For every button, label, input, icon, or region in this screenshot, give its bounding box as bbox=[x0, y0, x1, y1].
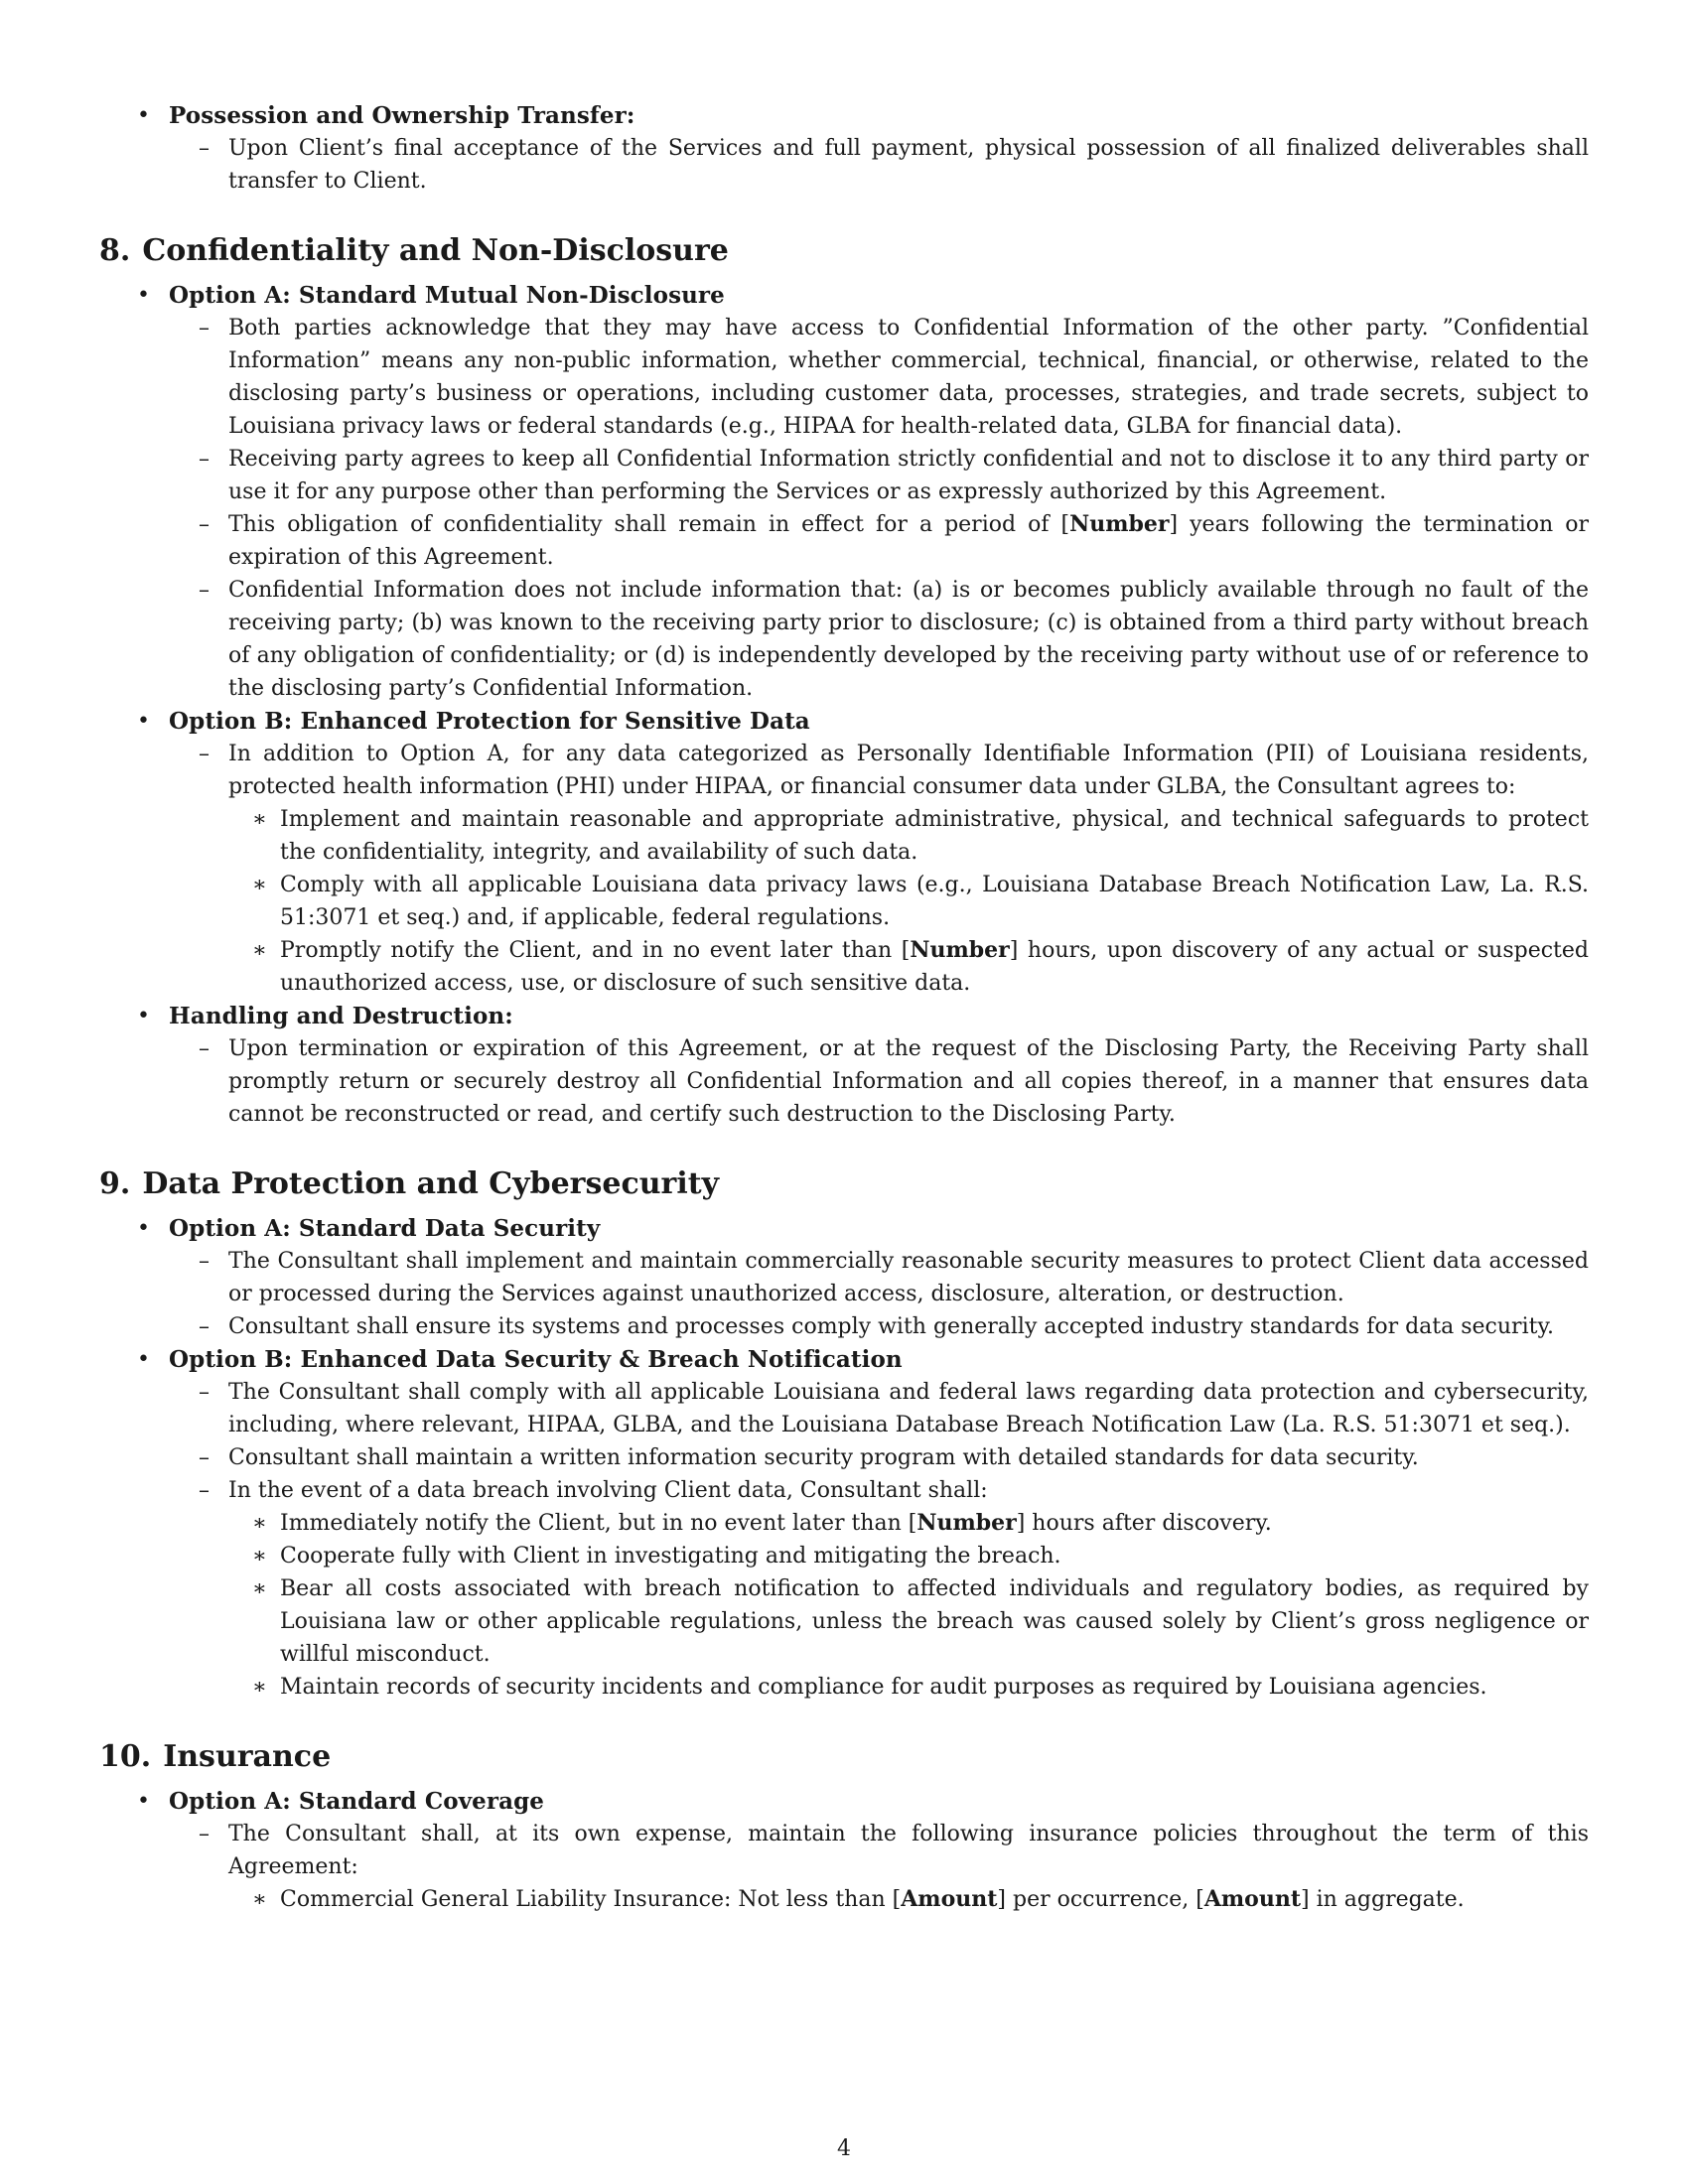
s10a-intro-text: The Consultant shall, at its own expense, maintain the following insurance policies throughout the term of this Agreement: bbox=[228, 1822, 1589, 1879]
section-8-list bbox=[99, 279, 1589, 1131]
s9-option-b bbox=[99, 1343, 1589, 1704]
section-10-list bbox=[99, 1785, 1589, 1916]
intro-list bbox=[99, 99, 1589, 198]
s9-option-a bbox=[99, 1212, 1589, 1343]
s8a-term: – This obligation of confidentiality shall remain in effect for a period of [Number] years following the termination or expiration of this Agreement. bbox=[169, 508, 1589, 574]
s10-option-a-title: • Option A: Standard Coverage bbox=[169, 1788, 545, 1815]
s8b-safeguards: ∗ Implement and maintain reasonable and appropriate administrative, physical, and technical safeguards to protect the confidentiality, integrity, and availability of such data. bbox=[228, 803, 1589, 869]
s10a-cgl-post: in aggregate. bbox=[1309, 1887, 1465, 1912]
section-9-list bbox=[99, 1212, 1589, 1704]
s9b-notify-pre: Immediately notify the Client, but in no event later than bbox=[280, 1511, 909, 1536]
s9b-costs: ∗ Bear all costs associated with breach notification to affected individuals and regulatory bodies, as required by Louisiana law or other applicable regulations, unless the breach was caused solely by Client’s gross negligence or willful misconduct. bbox=[228, 1572, 1589, 1671]
section-10-title: Insurance bbox=[163, 1739, 332, 1774]
possession-item bbox=[99, 99, 1589, 198]
section-8-heading bbox=[99, 231, 1589, 271]
s8-handling-title: • Handling and Destruction: bbox=[169, 1003, 513, 1029]
section-9-number: 9. bbox=[99, 1166, 131, 1201]
s8-option-b bbox=[99, 705, 1589, 1000]
document-page bbox=[99, 99, 1589, 1916]
possession-detail: – Upon Client’s final acceptance of the Services and full payment, physical possession of all finalized deliverables shall transfer to Client. bbox=[169, 132, 1589, 198]
s9b-laws: – The Consultant shall comply with all applicable Louisiana and federal laws regarding data protection and cybersecurity, including, where relevant, HIPAA, GLBA, and the Louisiana Database Breach Notification Law (La. R.S. 51:3071 et seq.). bbox=[169, 1376, 1589, 1441]
s9b-notify: ∗ Immediately notify the Client, but in no event later than [Number] hours after discovery. bbox=[228, 1507, 1589, 1540]
s8-option-a bbox=[99, 279, 1589, 705]
s10a-cgl-mid: per occurrence, bbox=[1006, 1887, 1196, 1912]
s9b-cooperate: ∗ Cooperate fully with Client in investigating and mitigating the breach. bbox=[228, 1540, 1589, 1572]
s8-handling-detail: – Upon termination or expiration of this Agreement, or at the request of the Disclosing Party, the Receiving Party shall promptly return or securely destroy all Confidential Information and all copies thereof, in a manner that ensures data cannot be reconstructed or read, and certify such destruction to the Disclosing Party. bbox=[169, 1032, 1589, 1131]
s8-option-a-title: • Option A: Standard Mutual Non-Disclosure bbox=[169, 282, 725, 309]
s8a-definition: – Both parties acknowledge that they may have access to Confidential Information of the other party. ”Confidential Information” means any non-public information, whether commercial, technical, financial, or otherwise, related to the disclosing party’s business or operations, including customer data, processes, strategies, and trade secrets, subject to Louisiana privacy laws or federal standards (e.g., HIPAA for health-related data, GLBA for financial data). bbox=[169, 312, 1589, 443]
s10a-cgl: ∗ Commercial General Liability Insurance: Not less than [Amount] per occurrence, [Amount] in aggregate. bbox=[228, 1883, 1589, 1916]
section-10-number: 10. bbox=[99, 1739, 152, 1774]
s8a-term-placeholder: Number bbox=[1069, 511, 1170, 537]
s9a-standards: – Consultant shall ensure its systems and processes comply with generally accepted industry standards for data security. bbox=[169, 1310, 1589, 1343]
section-10-heading bbox=[99, 1737, 1589, 1777]
section-8-number: 8. bbox=[99, 233, 131, 268]
s9b-breach bbox=[169, 1474, 1589, 1704]
s10a-cgl-placeholder-1: Amount bbox=[901, 1886, 998, 1912]
s8b-notify-post: hours, upon discovery of any actual or suspected unauthorized access, use, or disclosure of such sensitive data. bbox=[280, 938, 1589, 996]
section-9-heading bbox=[99, 1164, 1589, 1204]
s8-handling bbox=[99, 1000, 1589, 1131]
s9b-program: – Consultant shall maintain a written information security program with detailed standards for data security. bbox=[169, 1441, 1589, 1474]
s9b-notify-post: hours after discovery. bbox=[1025, 1511, 1272, 1536]
s8b-intro bbox=[169, 738, 1589, 1000]
s8-option-b-title: • Option B: Enhanced Protection for Sensitive Data bbox=[169, 708, 810, 735]
s10a-cgl-placeholder-2: Amount bbox=[1203, 1886, 1301, 1912]
s8b-comply: ∗ Comply with all applicable Louisiana data privacy laws (e.g., Louisiana Database Breach Notification Law, La. R.S. 51:3071 et seq.) and, if applicable, federal regulations. bbox=[228, 869, 1589, 934]
page-number: 4 bbox=[837, 2136, 851, 2161]
s8b-notify: ∗ Promptly notify the Client, and in no event later than [Number] hours, upon discovery of any actual or suspected unauthorized access, use, or disclosure of such sensitive data. bbox=[228, 934, 1589, 1000]
s8b-notify-pre: Promptly notify the Client, and in no event later than bbox=[280, 938, 902, 963]
s10a-cgl-pre: Commercial General Liability Insurance: Not less than bbox=[280, 1887, 893, 1912]
section-8-title: Confidentiality and Non-Disclosure bbox=[142, 233, 729, 268]
s9-option-a-title: • Option A: Standard Data Security bbox=[169, 1215, 601, 1242]
possession-title: • Possession and Ownership Transfer: bbox=[169, 102, 635, 129]
s9a-measures: – The Consultant shall implement and maintain commercially reasonable security measures to protect Client data accessed or processed during the Services against unauthorized access, disclosure, alteration, or destruction. bbox=[169, 1245, 1589, 1310]
s10a-intro bbox=[169, 1818, 1589, 1916]
s8a-obligation: – Receiving party agrees to keep all Confidential Information strictly confidential and not to disclose it to any third party or use it for any purpose other than performing the Services or as expressly authorized by this Agreement. bbox=[169, 443, 1589, 508]
s9-option-b-title: • Option B: Enhanced Data Security & Breach Notification bbox=[169, 1346, 903, 1373]
s9b-breach-text: In the event of a data breach involving Client data, Consultant shall: bbox=[228, 1478, 988, 1503]
s10-option-a bbox=[99, 1785, 1589, 1916]
s9b-notify-placeholder: Number bbox=[916, 1510, 1017, 1536]
s8b-notify-placeholder: Number bbox=[910, 937, 1010, 963]
s8a-term-post: years following the termination or expiration of this Agreement. bbox=[228, 512, 1589, 570]
s9b-records: ∗ Maintain records of security incidents and compliance for audit purposes as required by Louisiana agencies. bbox=[228, 1671, 1589, 1704]
section-9-title: Data Protection and Cybersecurity bbox=[142, 1166, 720, 1201]
s8b-intro-text: In addition to Option A, for any data categorized as Personally Identifiable Information (PII) of Louisiana residents, protected health information (PHI) under HIPAA, or financial consumer data under GLBA, the Consultant agrees to: bbox=[228, 742, 1589, 799]
s8a-exclusions: – Confidential Information does not include information that: (a) is or becomes publicly available through no fault of the receiving party; (b) was known to the receiving party prior to disclosure; (c) is obtained from a third party without breach of any obligation of confidentiality; or (d) is independently developed by the receiving party without use of or reference to the disclosing party’s Confidential Information. bbox=[169, 574, 1589, 705]
s8a-term-pre: This obligation of confidentiality shall remain in effect for a period of bbox=[228, 512, 1061, 537]
